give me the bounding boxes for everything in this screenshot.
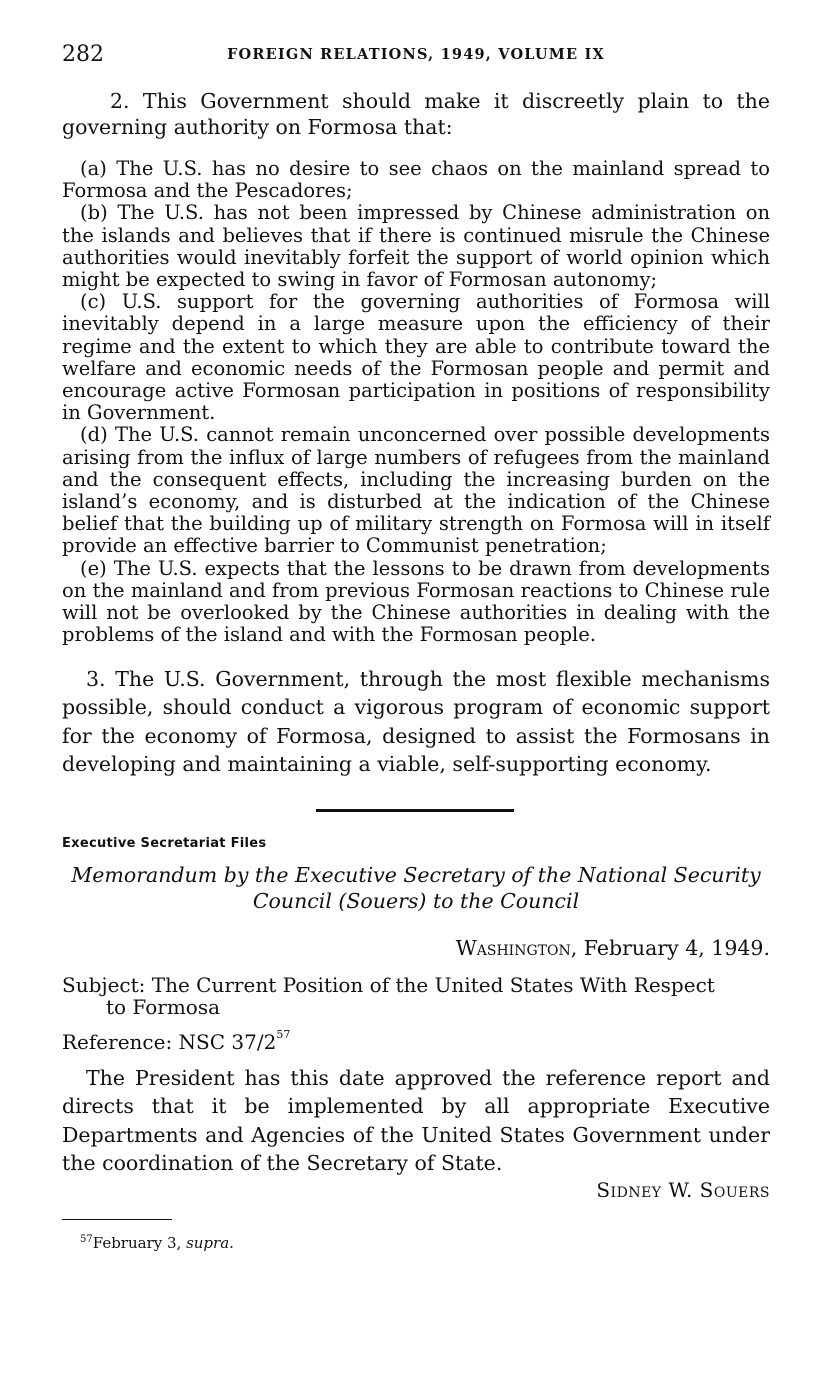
reference-value: NSC 37/2 <box>178 1030 277 1054</box>
footnote-marker: 57 <box>276 1028 291 1042</box>
subpoint-list <box>62 158 770 646</box>
subpoint-text: The U.S. has not been impressed by Chinese administration on the islands and believes that if there is continued misrule the Chinese authorities would inevitably forfeit the support of world opinion which might be expected to swing in favor of Formosan autonomy; <box>62 201 770 292</box>
subpoint-text: The U.S. expects that the lessons to be drawn from developments on the mainland and from previous Formosan reactions to Chinese rule will not be overlooked by the Chinese authorities in dealing with the problems of the island and with the Formosan people. <box>62 556 771 647</box>
dateline-place: Washington, <box>455 936 578 960</box>
subpoint-label: (d) <box>80 423 108 447</box>
subpoint-label: (e) <box>80 556 107 580</box>
running-head: FOREIGN RELATIONS, 1949, VOLUME IX <box>227 46 605 63</box>
paragraph-3: 3. The U.S. Government, through the most flexible mechanisms possible, should conduct a vigorous program of economic support for the economy of Formosa, designed to assist the Formosans in developing and maintaining a viable, self-supporting economy. <box>62 667 770 776</box>
dateline-date: February 4, 1949. <box>583 936 770 960</box>
reference-label: Reference: <box>62 1030 173 1054</box>
footnote-number: 57 <box>80 1234 93 1245</box>
subpoint-a <box>62 158 770 202</box>
subpoint-label: (a) <box>80 157 107 180</box>
reference-line <box>62 1030 290 1054</box>
source-label: Executive Secretariat Files <box>62 836 267 851</box>
signature: Sidney W. Souers <box>596 1178 770 1202</box>
footnote-rule <box>62 1219 172 1220</box>
subpoint-text: U.S. support for the governing authorities of Formosa will inevitably depend in a large measure upon the efficiency of their regime and the extent to which they are able to contribute toward the welfare and economic needs of the Formosan people and permit and encourage active Formosan participation in positions of responsibility in Government. <box>62 290 770 425</box>
subject-label: Subject: <box>62 973 146 997</box>
page-header <box>62 44 770 70</box>
subpoint-e <box>62 558 770 647</box>
subpoint-text: The U.S. has no desire to see chaos on the mainland spread to Formosa and the Pescadores; <box>62 157 770 203</box>
document-title <box>62 862 770 914</box>
subpoint-label: (b) <box>80 201 108 225</box>
footnote-supra: supra. <box>186 1234 234 1252</box>
memo-body: The President has this date approved the reference report and directs that it be implemented by all appropriate Executive Departments and Agencies of the United States Government under the coordination of the Secretary of State. <box>62 1066 770 1175</box>
subpoint-label: (c) <box>80 290 107 314</box>
subject-text: The Current Position of the United States With Respect <box>151 973 715 997</box>
page-number: 282 <box>62 42 104 67</box>
section-divider <box>316 809 514 812</box>
subpoint-text: The U.S. cannot remain unconcerned over possible developments arising from the influx of large numbers of refugees from the mainland and the consequent effects, including the increasing burden on the island’s economy, and is disturbed at the indication of the Chinese belief that the building up of military strength on Formosa will in itself provide an effective barrier to Communist penetration; <box>62 423 770 558</box>
footnote-text: February 3, <box>92 1234 187 1252</box>
dateline <box>456 936 770 960</box>
subpoint-b <box>62 202 770 291</box>
subject-line <box>62 974 770 1018</box>
subpoint-c <box>62 291 770 424</box>
title-line-2: Council (Souers) to the Council <box>252 889 580 913</box>
title-line-1: Memorandum by the Executive Secretary of the National Security <box>71 863 761 887</box>
footnote <box>80 1234 234 1252</box>
paragraph-2: 2. This Government should make it discreetly plain to the governing authority on Formosa that: <box>62 89 770 139</box>
subject-text-continued: to Formosa <box>106 995 221 1019</box>
subpoint-d <box>62 424 770 557</box>
